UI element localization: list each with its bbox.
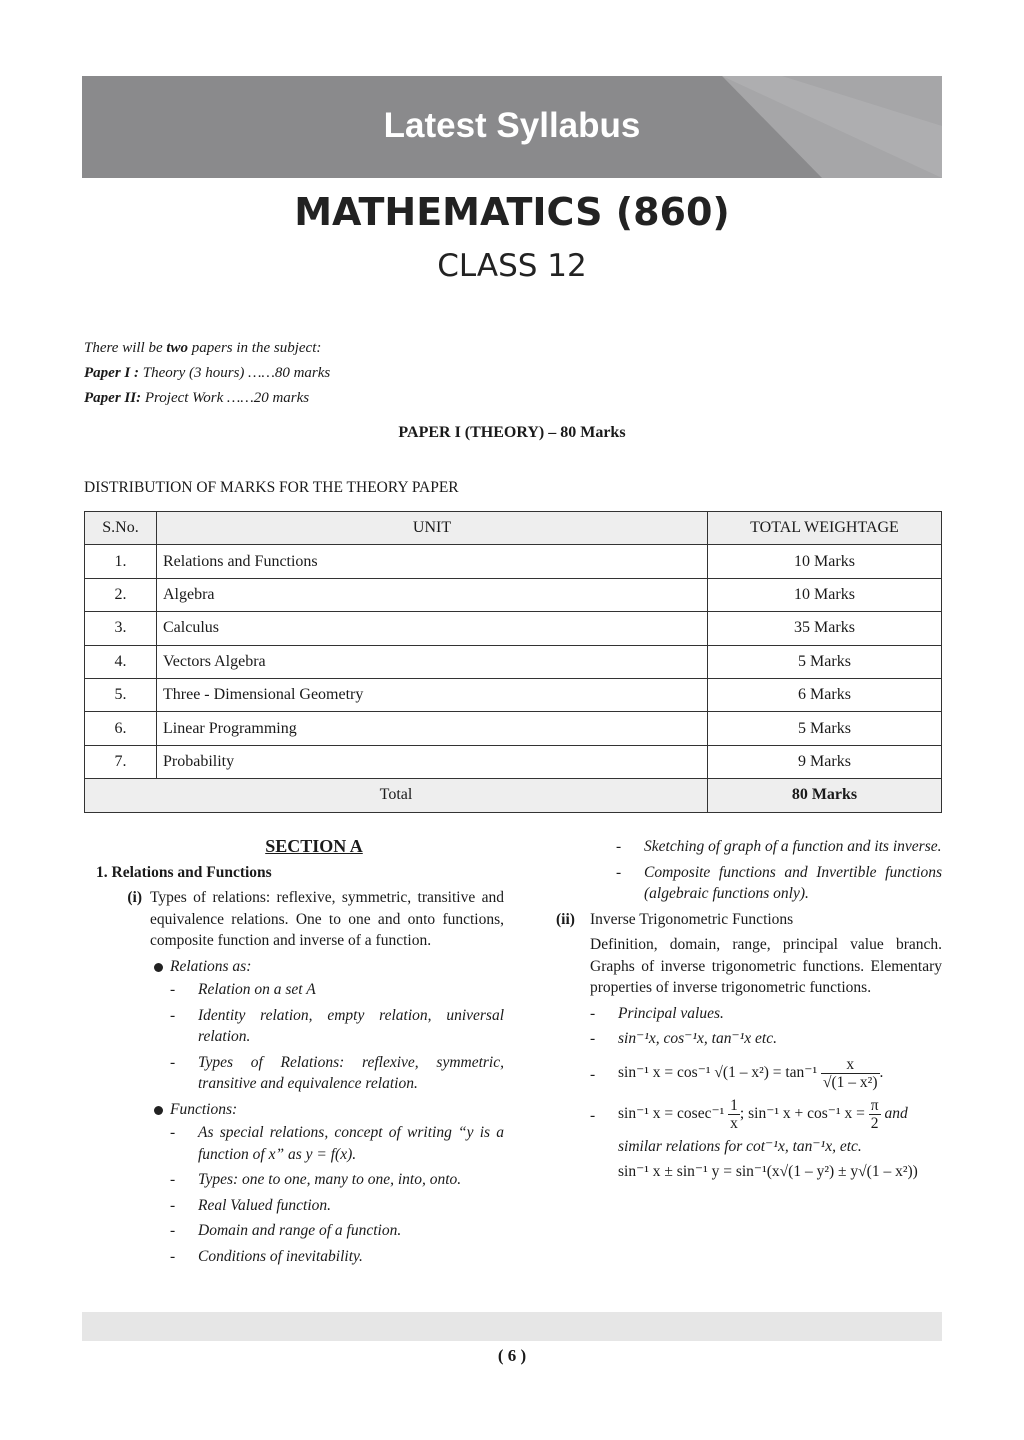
cell-weight: 10 Marks bbox=[708, 578, 942, 611]
cell-sno: 1. bbox=[85, 545, 157, 578]
table-row bbox=[85, 745, 942, 778]
section-a-title: SECTION A bbox=[265, 836, 363, 856]
table-row bbox=[85, 612, 942, 645]
similar-relations: similar relations for cot⁻¹x, tan⁻¹x, etc. bbox=[618, 1137, 862, 1155]
bullet-item: Functions: bbox=[150, 1099, 504, 1121]
cell-sno: 2. bbox=[85, 578, 157, 611]
cell-sno: 6. bbox=[85, 712, 157, 745]
list-item: - Relation on a set A bbox=[170, 981, 316, 998]
list-item: - Real Valued function. bbox=[170, 1196, 332, 1214]
header-unit: UNIT bbox=[157, 512, 708, 545]
subtopic-title: Inverse Trigonometric Functions bbox=[590, 910, 794, 928]
cell-weight: 6 Marks bbox=[708, 678, 942, 711]
paper-heading: PAPER I (THEORY) – 80 Marks bbox=[398, 424, 626, 441]
cell-weight: 9 Marks bbox=[708, 745, 942, 778]
table-total-row bbox=[85, 779, 942, 812]
total-value: 80 Marks bbox=[708, 779, 942, 812]
cell-unit: Linear Programming bbox=[157, 712, 708, 745]
cell-sno: 7. bbox=[85, 745, 157, 778]
list-item: - Composite functions and Invertible functions (algebraic functions only). bbox=[616, 863, 942, 902]
list-item: - Sketching of graph of a function and its inverse. bbox=[616, 838, 942, 855]
list-item: - Principal values. bbox=[590, 1004, 724, 1022]
bullet-icon bbox=[150, 956, 170, 978]
subtopic-text: Types of relations: reflexive, symmetric, transitive and equivalence relations. One to one and onto functions, composite function and inverse of a function. bbox=[150, 889, 504, 949]
cell-weight: 5 Marks bbox=[708, 645, 942, 678]
cell-unit: Algebra bbox=[157, 578, 708, 611]
formula-1: - sin⁻¹ x = cos⁻¹ √(1 – x²) = tan⁻¹ $\frac{x}{\text{√(1 – x²)}}$ . bbox=[590, 1055, 884, 1091]
page-number: ( 6 ) bbox=[497, 1346, 527, 1365]
formula-3: sin⁻¹ x ± sin⁻¹ y = sin⁻¹(x√(1 – y²) ± y√(1 – x²)) bbox=[618, 1163, 918, 1181]
list-item: - Types of Relations: reflexive, symmetric, transitive and equivalence relation. bbox=[170, 1053, 504, 1092]
cell-unit: Relations and Functions bbox=[157, 545, 708, 578]
intro-paper-2: Paper II: Project Work ……20 marks bbox=[84, 390, 310, 406]
distribution-heading: DISTRIBUTION OF MARKS FOR THE THEORY PAPER bbox=[84, 479, 459, 496]
class-subtitle: CLASS 12 bbox=[437, 248, 587, 284]
list-item: - As special relations, concept of writing “y is a function of x” as y = f(x). bbox=[170, 1124, 504, 1163]
header-weightage: TOTAL WEIGHTAGE bbox=[708, 512, 942, 545]
table-row bbox=[85, 645, 942, 678]
cell-sno: 4. bbox=[85, 645, 157, 678]
list-item: - Conditions of inevitability. bbox=[170, 1247, 363, 1265]
table-row bbox=[85, 545, 942, 578]
intro-text bbox=[84, 336, 330, 411]
cell-unit: Probability bbox=[157, 745, 708, 778]
bullet-icon bbox=[150, 1099, 170, 1121]
cell-weight: 10 Marks bbox=[708, 545, 942, 578]
cell-unit: Calculus bbox=[157, 612, 708, 645]
list-item: - sin⁻¹x, cos⁻¹x, tan⁻¹x etc. bbox=[590, 1030, 777, 1047]
banner-title: Latest Syllabus bbox=[383, 106, 641, 145]
cell-unit: Three - Dimensional Geometry bbox=[157, 678, 708, 711]
left-column bbox=[84, 836, 504, 1271]
footer-bar bbox=[82, 1312, 942, 1341]
cell-unit: Vectors Algebra bbox=[157, 645, 708, 678]
right-column bbox=[556, 836, 942, 1183]
subtopic-i bbox=[84, 887, 504, 952]
list-item: - Types: one to one, many to one, into, onto. bbox=[170, 1171, 462, 1188]
subtopic-number: (ii) bbox=[556, 910, 575, 928]
unit-heading: 1. Relations and Functions bbox=[96, 863, 272, 881]
marks-table bbox=[84, 511, 942, 813]
list-item: - Identity relation, empty relation, universal relation. bbox=[170, 1006, 504, 1045]
header-banner bbox=[82, 76, 942, 178]
formula-2: - sin⁻¹ x = cosec⁻¹ $\frac{1}{x}$ ; sin⁻¹ x + cos⁻¹ x = $\frac{\pi}{2}$ and bbox=[590, 1096, 908, 1132]
intro-paper-1: Paper I : Theory (3 hours) ……80 marks bbox=[84, 365, 331, 381]
total-label: Total bbox=[85, 779, 708, 812]
header-sno: S.No. bbox=[85, 512, 157, 545]
table-row bbox=[85, 578, 942, 611]
table-row bbox=[85, 712, 942, 745]
subtopic-ii bbox=[556, 909, 942, 931]
subtopic-text: Definition, domain, range, principal value branch. Graphs of inverse trigonometric functions. Elementary properties of inverse trigonometric functions. bbox=[590, 936, 942, 996]
cell-sno: 3. bbox=[85, 612, 157, 645]
intro-line-1: There will be two papers in the subject: bbox=[84, 340, 322, 356]
bullet-item: Relations as: bbox=[150, 956, 504, 978]
cell-weight: 5 Marks bbox=[708, 712, 942, 745]
table-header-row bbox=[85, 512, 942, 545]
subtopic-number: (i) bbox=[127, 889, 142, 906]
cell-sno: 5. bbox=[85, 678, 157, 711]
cell-weight: 35 Marks bbox=[708, 612, 942, 645]
table-row bbox=[85, 678, 942, 711]
page-title: MATHEMATICS (860) bbox=[294, 190, 730, 234]
list-item: - Domain and range of a function. bbox=[170, 1222, 402, 1239]
